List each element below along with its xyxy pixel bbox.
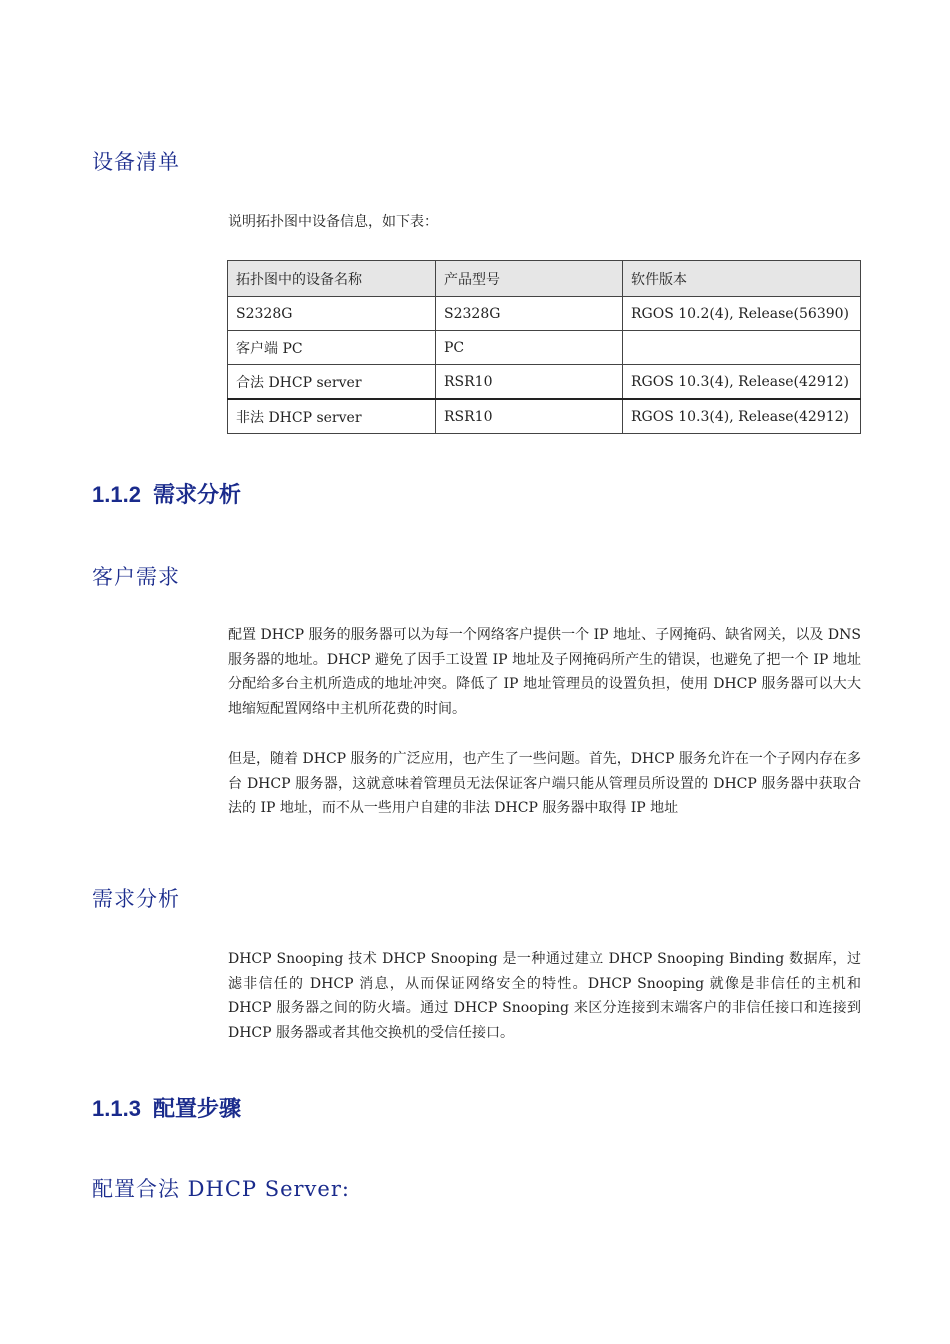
table-header-row <box>228 261 861 297</box>
customer-needs-paragraph-1: 配置 DHCP 服务的服务器可以为每一个网络客户提供一个 IP 地址、子网掩码、缺省网关，以及 DNS 服务器的地址。DHCP 避免了因手工设置 IP 地址及子网掩码所产生的错误，也避免了把一个 IP 地址分配给多台主机所造成的地址冲突。降低了 IP 地址管理员的设置负担，使用 DHCP 服务器可以大大地缩短配置网络中主机所花费的时间。 <box>228 627 861 717</box>
table-cell: RGOS 10.2(4), Release(56390) <box>623 297 861 331</box>
config-legal-server-title: 配置合法 DHCP Server: <box>92 1177 350 1201</box>
table-cell: PC <box>436 331 623 365</box>
table-cell: RGOS 10.3(4), Release(42912) <box>623 365 861 400</box>
table-cell: 客户端 PC <box>228 331 436 365</box>
table-row <box>228 399 861 434</box>
table-row <box>228 331 861 365</box>
requirements-heading <box>92 478 241 509</box>
table-header-cell: 软件版本 <box>623 261 861 297</box>
customer-needs-paragraph-2: 但是，随着 DHCP 服务的广泛应用，也产生了一些问题。首先，DHCP 服务允许在一个子网内存在多台 DHCP 服务器，这就意味着管理员无法保证客户端只能从管理员所设置的 DHCP 服务器中获取合法的 IP 地址，而不从一些用户自建的非法 DHCP 服务器中取得 IP 地址 <box>228 751 861 816</box>
table-row <box>228 365 861 400</box>
analysis-title: 需求分析 <box>92 887 180 911</box>
heading-text: 配置步骤 <box>152 1096 241 1121</box>
analysis-paragraph: DHCP Snooping 技术 DHCP Snooping 是一种通过建立 DHCP Snooping Binding 数据库，过滤非信任的 DHCP 消息，从而保证网络安全的特性。DHCP Snooping 就像是非信任的主机和 DHCP 服务器之间的防火墙。通过 DHCP Snooping 来区分连接到末端客户的非信任接口和连接到 DHCP 服务器或者其他交换机的受信任接口。 <box>228 951 861 1041</box>
table-cell: S2328G <box>436 297 623 331</box>
table-header-cell: 产品型号 <box>436 261 623 297</box>
table-cell: RSR10 <box>436 399 623 434</box>
table-header-cell: 拓扑图中的设备名称 <box>228 261 436 297</box>
equipment-list-title: 设备清单 <box>92 150 180 174</box>
equipment-intro: 说明拓扑图中设备信息，如下表： <box>228 214 438 230</box>
table-cell <box>623 331 861 365</box>
heading-number: 1.1.3 <box>92 1096 141 1121</box>
config-steps-heading <box>92 1092 241 1123</box>
heading-text: 需求分析 <box>152 482 241 507</box>
table-cell: RGOS 10.3(4), Release(42912) <box>623 399 861 434</box>
heading-number: 1.1.2 <box>92 482 141 507</box>
table-cell: 非法 DHCP server <box>228 399 436 434</box>
table-cell: S2328G <box>228 297 436 331</box>
table-cell: RSR10 <box>436 365 623 400</box>
table-row <box>228 297 861 331</box>
equipment-table <box>227 260 861 434</box>
table-cell: 合法 DHCP server <box>228 365 436 400</box>
customer-needs-title: 客户需求 <box>92 565 180 589</box>
